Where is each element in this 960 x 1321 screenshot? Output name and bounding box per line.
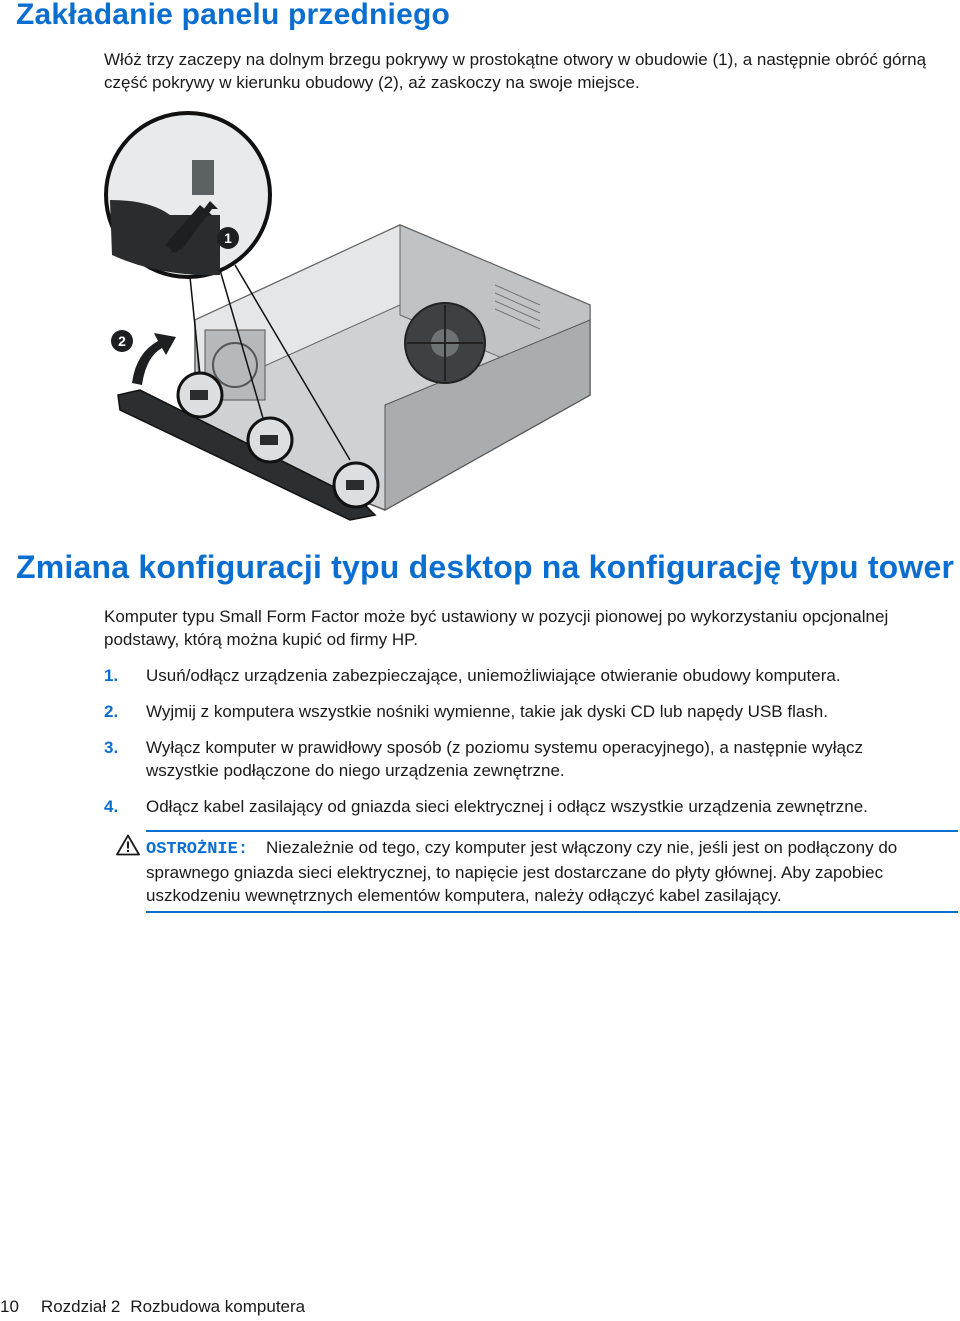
section-intro-text: Włóż trzy zaczepy na dolnym brzegu pokrywy w prostokątne otwory w obudowie (1), a następnie obróć górną część pokrywy w kierunku obudowy (2), aż zaskoczy na swoje miejsce. xyxy=(104,50,927,92)
section-title-tower-configuration: Zmiana konfiguracji typu desktop na konfigurację typu tower xyxy=(16,549,955,585)
caution-box xyxy=(146,830,958,913)
procedure-steps xyxy=(104,664,934,818)
step-number: 1. xyxy=(104,666,119,685)
chapter-title: Rozbudowa komputera xyxy=(130,1297,306,1316)
callout-1-label: 1 xyxy=(224,230,232,246)
front-bezel-illustration xyxy=(100,105,600,525)
step-text: Wyłącz komputer w prawidłowy sposób (z poziomu systemu operacyjnego), a następnie wyłącz wszystkie podłączone do niego urządzenia zewnętrzne. xyxy=(146,738,863,780)
chapter-label: Rozdział 2 xyxy=(40,1297,121,1316)
step-number: 2. xyxy=(104,702,119,721)
list-item xyxy=(104,736,934,782)
section-tower-intro-text: Komputer typu Small Form Factor może być ustawiony w pozycji pionowej po wykorzystaniu opcjonalnej podstawy, którą można kupić od firmy HP. xyxy=(104,607,889,649)
step-text: Usuń/odłącz urządzenia zabezpieczające, uniemożliwiające otwieranie obudowy komputera. xyxy=(146,666,841,685)
callout-2-label: 2 xyxy=(118,333,126,349)
warning-triangle-icon xyxy=(116,834,140,856)
step-number: 4. xyxy=(104,797,119,816)
step-text: Wyjmij z komputera wszystkie nośniki wymienne, takie jak dyski CD lub napędy USB flash. xyxy=(146,702,828,721)
caution-text: Niezależnie od tego, czy komputer jest włączony czy nie, jeśli jest on podłączony do sprawnego gniazda sieci elektrycznej, to napięcie jest dostarczane do płyty głównej. Aby zapobiec uszkodzeniu wewnętrznych elementów komputera, należy odłączyć kabel zasilający. xyxy=(146,838,898,905)
step-text: Odłącz kabel zasilający od gniazda sieci elektrycznej i odłącz wszystkie urządzenia zewnętrzne. xyxy=(146,797,868,816)
list-item xyxy=(104,664,934,687)
page-number: 10 xyxy=(0,1297,19,1316)
section-title-front-panel: Zakładanie panelu przedniego xyxy=(16,0,451,31)
list-item xyxy=(104,795,934,818)
step-number: 3. xyxy=(104,738,119,757)
page-footer xyxy=(0,1297,305,1317)
list-item xyxy=(104,700,934,723)
caution-label: OSTROŻNIE: xyxy=(146,840,249,859)
